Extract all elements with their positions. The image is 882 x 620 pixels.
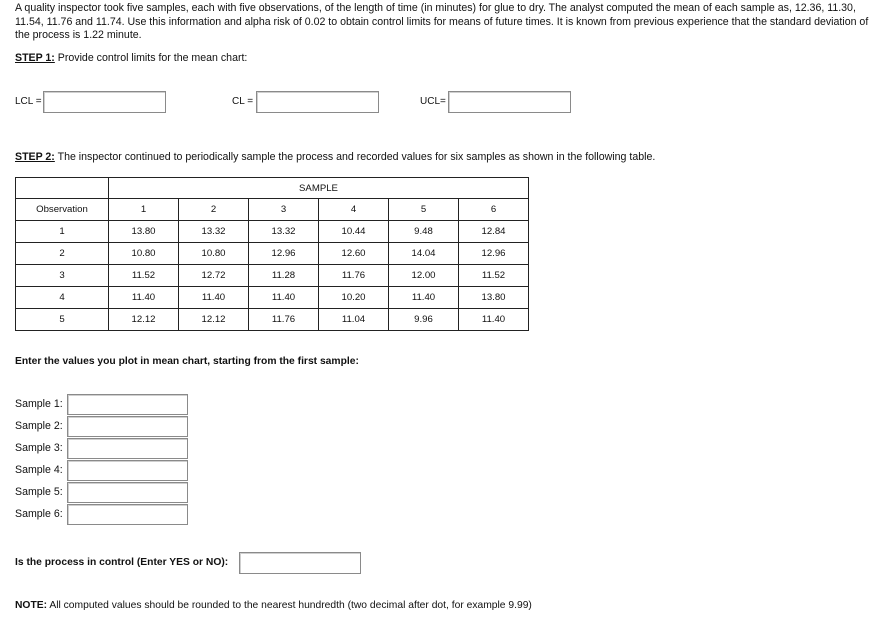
lcl-input[interactable] xyxy=(43,91,166,113)
step-2-label: STEP 2: xyxy=(15,151,55,163)
table-cell: 12.96 xyxy=(249,243,319,265)
table-row xyxy=(16,287,529,309)
ucl-input[interactable] xyxy=(448,91,571,113)
problem-statement: A quality inspector took five samples, each with five observations, of the length of time (in minutes) for glue to dry. The analyst computed the mean of each sample as, 12.36, 11.30, 11.54, 11.76 and 11.74. Use this information and alpha risk of 0.02 to obtain control limits for means of future times. It is known from previous experience that the standard deviation of the process is 1.22 minute. xyxy=(15,2,869,41)
observation-number: 4 xyxy=(16,287,109,309)
sample-5-input[interactable] xyxy=(67,482,188,503)
table-corner-cell xyxy=(16,178,109,199)
sample-number: 2 xyxy=(179,199,249,221)
observation-number: 2 xyxy=(16,243,109,265)
observations-table xyxy=(15,177,529,331)
sample-number: 3 xyxy=(249,199,319,221)
table-cell: 11.28 xyxy=(249,265,319,287)
rounding-note xyxy=(15,600,532,611)
sample-header: SAMPLE xyxy=(109,178,529,199)
table-cell: 11.40 xyxy=(179,287,249,309)
step-1-label: STEP 1: xyxy=(15,52,55,64)
sample-number: 4 xyxy=(319,199,389,221)
table-cell: 11.40 xyxy=(459,309,529,331)
sample-2-input[interactable] xyxy=(67,416,188,437)
sample-3-input[interactable] xyxy=(67,438,188,459)
sample-4-label: Sample 4: xyxy=(15,464,63,476)
table-cell: 13.80 xyxy=(459,287,529,309)
table-row xyxy=(16,221,529,243)
step-1-text: Provide control limits for the mean chart: xyxy=(54,52,248,64)
table-cell: 10.80 xyxy=(179,243,249,265)
sample-3-label: Sample 3: xyxy=(15,442,63,454)
table-cell: 10.44 xyxy=(319,221,389,243)
table-cell: 12.12 xyxy=(179,309,249,331)
note-text: All computed values should be rounded to the nearest hundredth (two decimal after dot, for example 9.99) xyxy=(47,600,532,611)
table-cell: 11.76 xyxy=(319,265,389,287)
in-control-input[interactable] xyxy=(239,552,361,574)
cl-label: CL = xyxy=(232,96,254,107)
table-cell: 13.32 xyxy=(179,221,249,243)
observation-header: Observation xyxy=(16,199,109,221)
sample-6-label: Sample 6: xyxy=(15,508,63,520)
sample-number: 1 xyxy=(109,199,179,221)
table-cell: 11.40 xyxy=(109,287,179,309)
table-cell: 12.00 xyxy=(389,265,459,287)
table-cell: 11.76 xyxy=(249,309,319,331)
table-cell: 11.52 xyxy=(459,265,529,287)
lcl-label: LCL = xyxy=(15,96,42,107)
table-cell: 12.96 xyxy=(459,243,529,265)
note-label: NOTE: xyxy=(15,600,48,611)
table-cell: 11.52 xyxy=(109,265,179,287)
sample-6-input[interactable] xyxy=(67,504,188,525)
table-cell: 10.80 xyxy=(109,243,179,265)
table-header-row xyxy=(16,178,529,199)
table-cell: 10.20 xyxy=(319,287,389,309)
sample-2-label: Sample 2: xyxy=(15,420,63,432)
step-1-instruction xyxy=(15,52,247,64)
table-cell: 9.48 xyxy=(389,221,459,243)
sample-number: 5 xyxy=(389,199,459,221)
table-cell: 12.60 xyxy=(319,243,389,265)
control-question-label: Is the process in control (Enter YES or NO): xyxy=(15,557,229,568)
table-cell: 14.04 xyxy=(389,243,459,265)
table-cell: 13.32 xyxy=(249,221,319,243)
table-row xyxy=(16,309,529,331)
step-2-instruction xyxy=(15,151,655,163)
table-cell: 11.40 xyxy=(389,287,459,309)
table-cell: 12.72 xyxy=(179,265,249,287)
sample-number: 6 xyxy=(459,199,529,221)
sample-4-input[interactable] xyxy=(67,460,188,481)
table-cell: 11.40 xyxy=(249,287,319,309)
table-cell: 12.84 xyxy=(459,221,529,243)
cl-input[interactable] xyxy=(256,91,379,113)
ucl-label: UCL= xyxy=(420,96,446,107)
table-cell: 13.80 xyxy=(109,221,179,243)
table-cell: 9.96 xyxy=(389,309,459,331)
step-2-text: The inspector continued to periodically sample the process and recorded values for six samples as shown in the following table. xyxy=(54,151,656,163)
sample-number-row xyxy=(16,199,529,221)
observation-number: 5 xyxy=(16,309,109,331)
observation-number: 3 xyxy=(16,265,109,287)
sample-5-label: Sample 5: xyxy=(15,486,63,498)
table-row xyxy=(16,265,529,287)
sample-1-label: Sample 1: xyxy=(15,398,63,410)
sample-1-input[interactable] xyxy=(67,394,188,415)
table-row xyxy=(16,243,529,265)
table-cell: 11.04 xyxy=(319,309,389,331)
table-cell: 12.12 xyxy=(109,309,179,331)
means-prompt: Enter the values you plot in mean chart, starting from the first sample: xyxy=(15,356,359,367)
observation-number: 1 xyxy=(16,221,109,243)
